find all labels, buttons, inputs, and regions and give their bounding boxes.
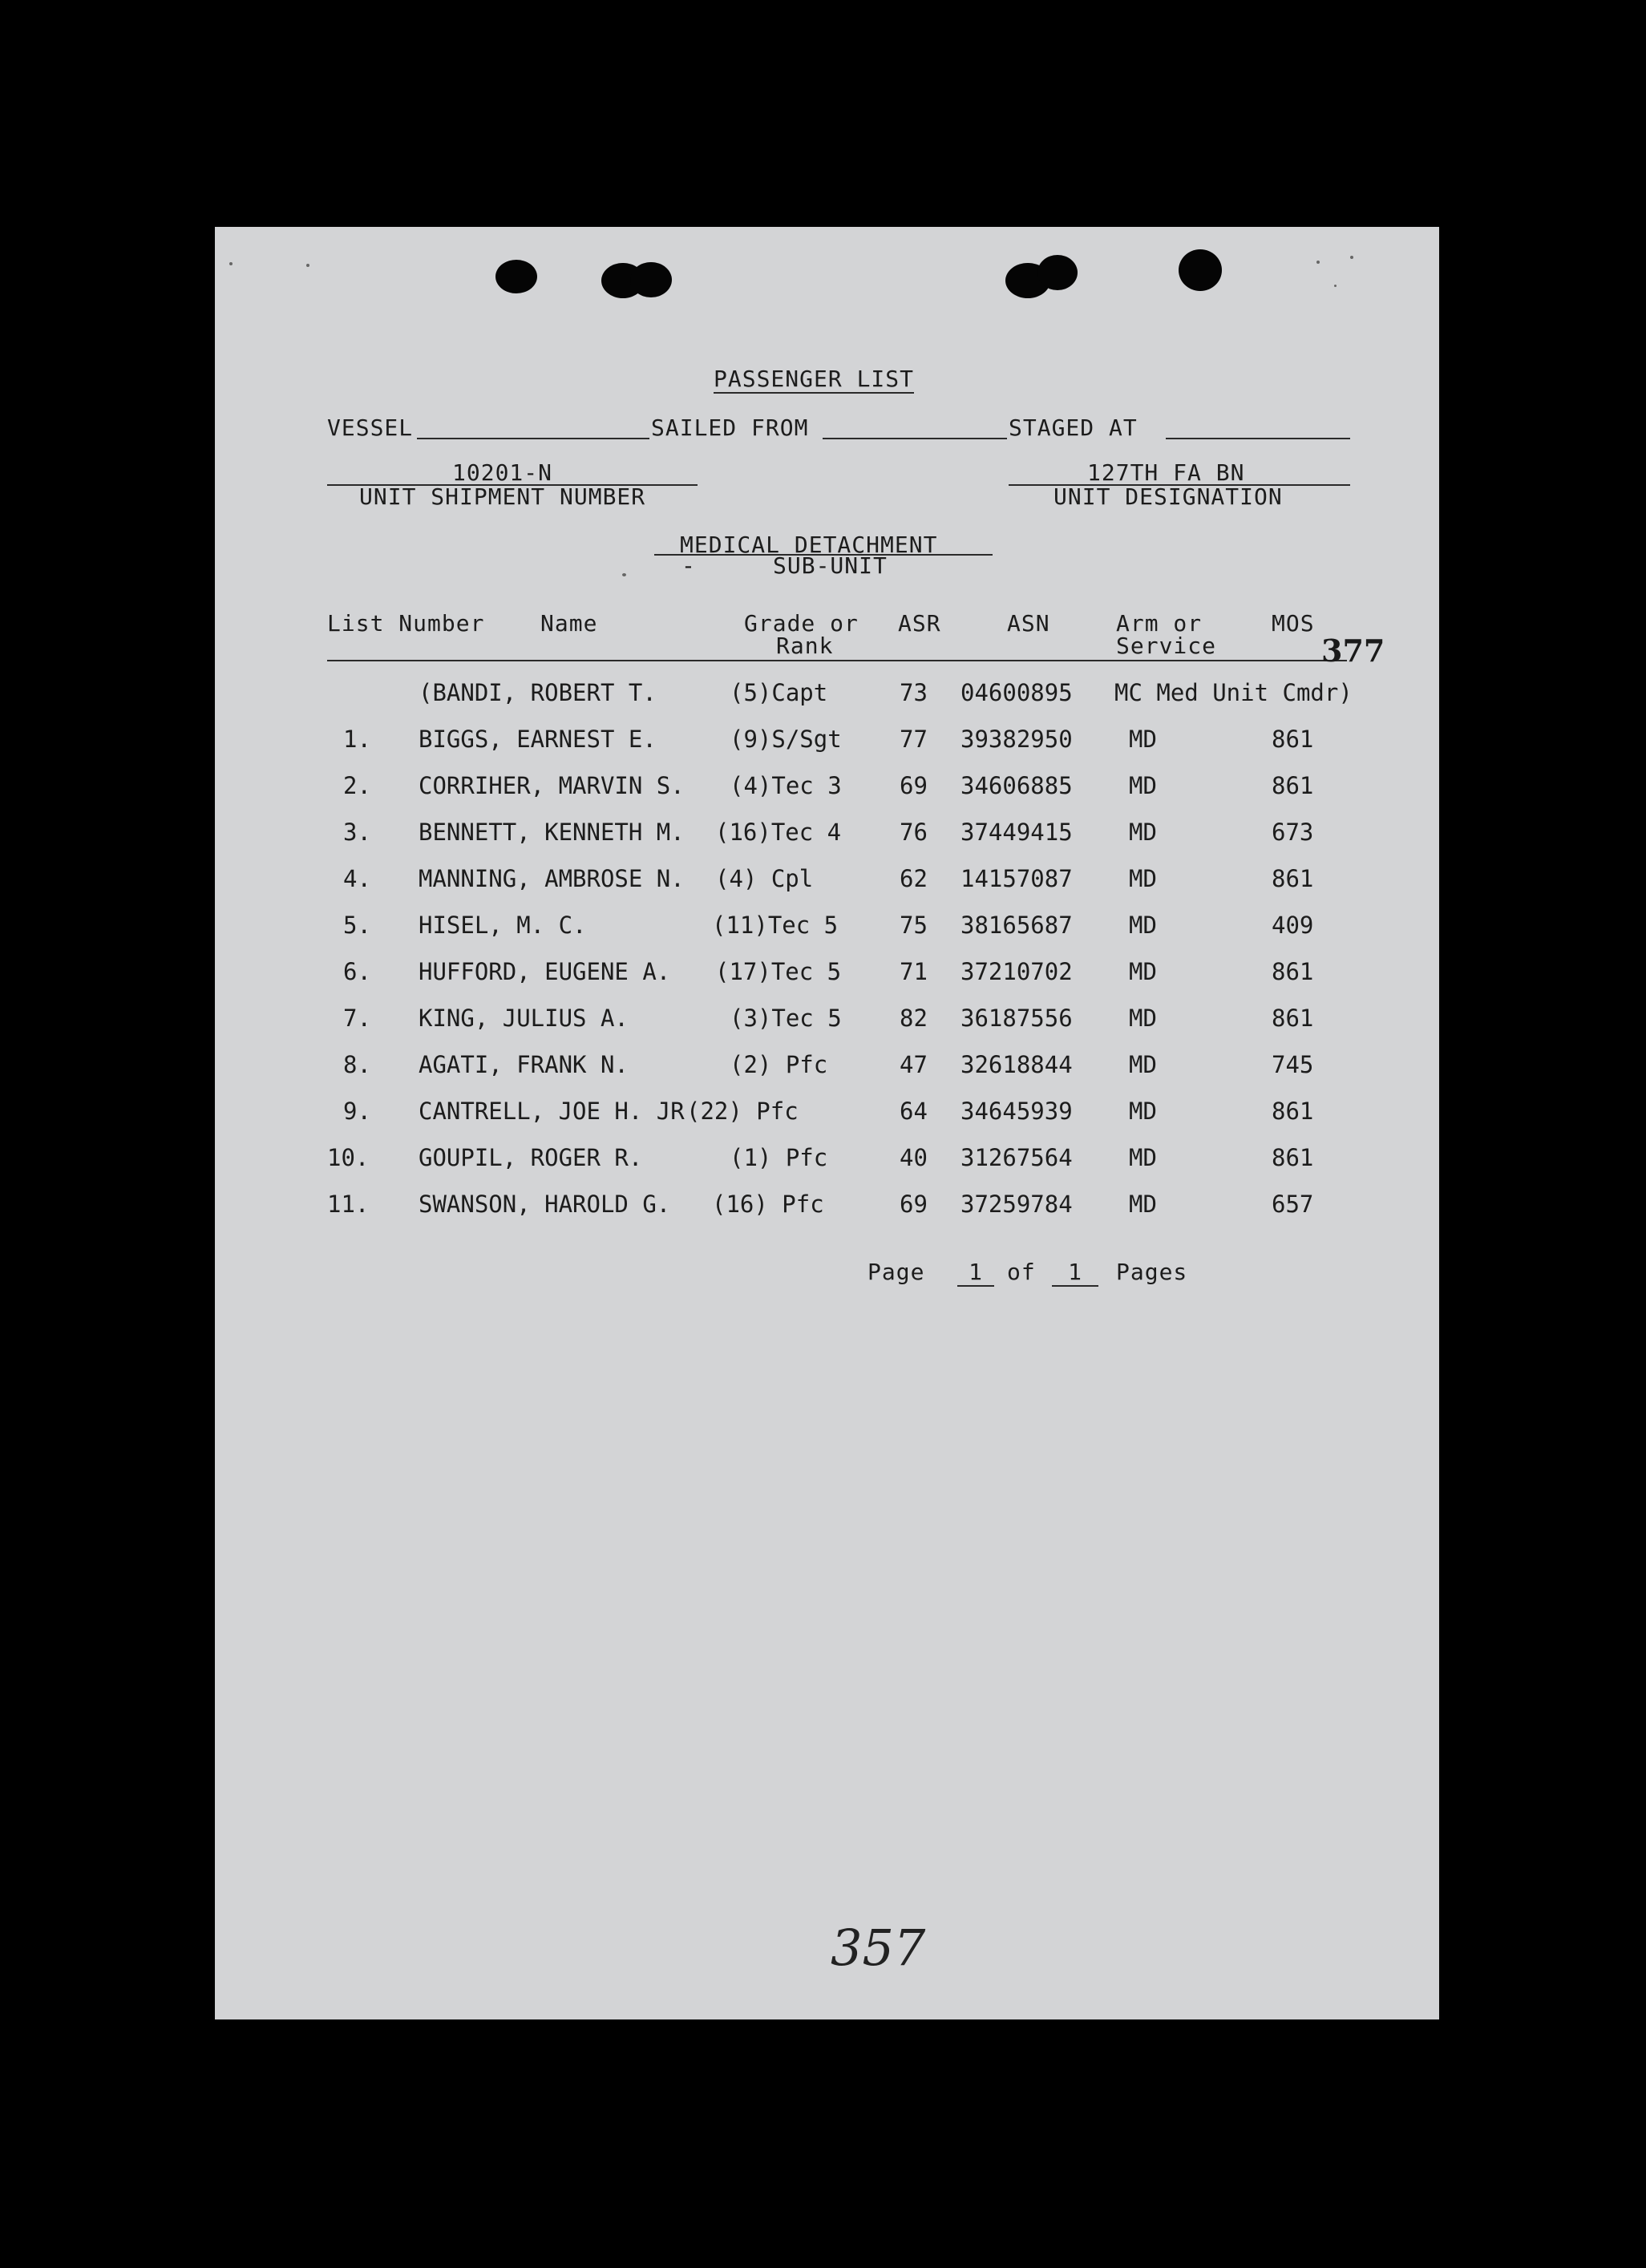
row-asn: 14157087 [961,865,1073,892]
document-page [215,227,1439,2019]
row-arm: MD [1129,1098,1157,1125]
row-asn: 34645939 [961,1098,1073,1125]
sub-unit: MEDICAL DETACHMENT [680,532,938,558]
shipment-number: 10201-N [452,459,553,486]
row-name: GOUPIL, ROGER R. [419,1144,643,1171]
document-title: PASSENGER LIST [714,366,915,392]
column-header-grade-rank: Rank [776,633,834,659]
row-grade: (17)Tec 5 [715,958,842,985]
row-mos: 861 [1272,1098,1314,1125]
row-arm: MD [1129,912,1157,939]
row-asr: 76 [900,819,928,846]
row-number: 3. [343,819,371,846]
row-mos: 861 [1272,726,1314,753]
row-asn: 39382950 [961,726,1073,753]
paper-speck [1316,261,1320,264]
row-mos: 861 [1272,1005,1314,1032]
row-arm: MD [1129,1144,1157,1171]
row-asr: 77 [900,726,928,753]
row-asr: 69 [900,772,928,799]
sailed-from-label: SAILED FROM [651,414,809,441]
row-asn: 37449415 [961,819,1073,846]
header-rule [327,660,1347,661]
row-name: AGATI, FRANK N. [419,1051,629,1078]
sub-unit-dash: - [681,552,696,579]
table-row [215,1005,1439,1037]
row-asr: 82 [900,1005,928,1032]
column-header-grade: Grade or [744,610,859,637]
row-grade: (2) Pfc [730,1051,828,1078]
vessel-label: VESSEL [327,414,414,441]
row-grade: (16) Pfc [712,1191,824,1218]
vessel-field-line [417,438,649,439]
row-grade: (1) Pfc [730,1144,828,1171]
table-row [215,958,1439,990]
row-name: HUFFORD, EUGENE A. [419,958,671,985]
column-header-list-number: List Number [327,610,485,637]
unit-designation: 127TH FA BN [1087,459,1245,486]
row-asn: 32618844 [961,1051,1073,1078]
row-number: 6. [343,958,371,985]
row-asr: 47 [900,1051,928,1078]
row-name: KING, JULIUS A. [419,1005,629,1032]
row-mos: 861 [1272,772,1314,799]
column-header-asr: ASR [898,610,941,637]
column-header-arm: Arm or [1116,610,1203,637]
sailed-from-field-line [823,438,1007,439]
row-arm: MD [1129,772,1157,799]
row-grade: (4)Tec 3 [730,772,842,799]
shipment-number-label: UNIT SHIPMENT NUMBER [359,483,646,510]
row-grade: (9)S/Sgt [730,726,842,753]
row-asn: 36187556 [961,1005,1073,1032]
table-row [215,772,1439,804]
row-mos: 657 [1272,1191,1314,1218]
row-arm: MD [1129,1051,1157,1078]
row-name: CANTRELL, JOE H. JR [419,1098,685,1125]
paper-speck [1334,285,1337,287]
row-number: 4. [343,865,371,892]
page-total: 1 [1052,1259,1098,1287]
table-row [215,912,1439,944]
row-number: 5. [343,912,371,939]
row-name: CORRIHER, MARVIN S. [419,772,685,799]
unit-designation-label: UNIT DESIGNATION [1054,483,1283,510]
row-mos: 861 [1272,958,1314,985]
row-name: MANNING, AMBROSE N. [419,865,685,892]
row-mos: 745 [1272,1051,1314,1078]
table-row [215,1051,1439,1083]
table-row [215,1144,1439,1176]
row-arm: MD [1129,819,1157,846]
page-label: Page [867,1259,925,1285]
row-asn: 37259784 [961,1191,1073,1218]
stamp-number: 377 [1321,633,1385,669]
commander-grade: (5)Capt [730,679,828,706]
column-header-arm-service: Service [1116,633,1217,659]
row-mos: 673 [1272,819,1314,846]
row-asr: 64 [900,1098,928,1125]
punch-hole [495,260,537,293]
punch-hole [630,262,672,297]
row-arm: MD [1129,958,1157,985]
column-header-mos: MOS [1272,610,1315,637]
row-asr: 71 [900,958,928,985]
column-header-asn: ASN [1007,610,1050,637]
row-arm: MD [1129,865,1157,892]
row-asn: 37210702 [961,958,1073,985]
row-number: 7. [343,1005,371,1032]
commander-asr: 73 [900,679,928,706]
paper-speck [1350,256,1353,259]
row-asn: 38165687 [961,912,1073,939]
of-label: of [1007,1259,1036,1285]
commander-asn: 04600895 [961,679,1073,706]
row-name: BIGGS, EARNEST E. [419,726,657,753]
row-name: BENNETT, KENNETH M. [419,819,685,846]
row-grade: (11)Tec 5 [712,912,839,939]
table-row [215,1098,1439,1130]
row-grade: (22) Pfc [686,1098,799,1125]
row-asr: 62 [900,865,928,892]
row-asr: 75 [900,912,928,939]
row-number: 10. [327,1144,370,1171]
row-number: 2. [343,772,371,799]
row-arm: MD [1129,1191,1157,1218]
commander-row [215,679,1439,711]
table-row [215,1191,1439,1223]
row-arm: MD [1129,726,1157,753]
paper-speck [229,262,233,265]
row-grade: (3)Tec 5 [730,1005,842,1032]
column-header-name: Name [540,610,598,637]
row-grade: (16)Tec 4 [715,819,842,846]
row-mos: 861 [1272,1144,1314,1171]
staged-at-field-line [1166,438,1350,439]
page-number: 1 [957,1259,994,1287]
handwritten-number: 357 [831,1918,926,1977]
row-mos: 409 [1272,912,1314,939]
row-mos: 861 [1272,865,1314,892]
row-grade: (4) Cpl [715,865,814,892]
row-number: 1. [343,726,371,753]
commander-arm: MC Med Unit Cmdr) [1114,679,1353,706]
row-number: 8. [343,1051,371,1078]
row-arm: MD [1129,1005,1157,1032]
pages-label: Pages [1116,1259,1188,1285]
row-name: SWANSON, HAROLD G. [419,1191,671,1218]
table-row [215,726,1439,758]
row-asn: 31267564 [961,1144,1073,1171]
paper-speck [306,264,309,267]
staged-at-label: STAGED AT [1009,414,1138,441]
table-row [215,819,1439,851]
commander-name: (BANDI, ROBERT T. [419,679,657,706]
table-row [215,865,1439,897]
row-number: 9. [343,1098,371,1125]
row-asr: 40 [900,1144,928,1171]
punch-hole [1179,249,1222,291]
sub-unit-label: SUB-UNIT [773,552,888,579]
row-name: HISEL, M. C. [419,912,587,939]
paper-speck [622,573,626,576]
row-number: 11. [327,1191,370,1218]
row-asr: 69 [900,1191,928,1218]
row-asn: 34606885 [961,772,1073,799]
punch-hole [1037,255,1078,290]
